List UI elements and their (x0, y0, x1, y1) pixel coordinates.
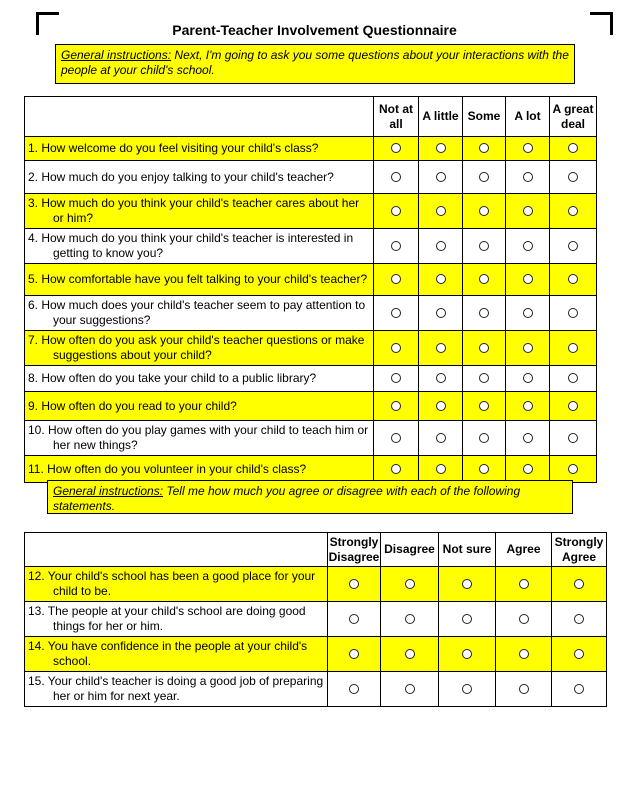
answer-radio[interactable] (519, 614, 529, 624)
answer-cell (374, 296, 419, 331)
answer-radio[interactable] (523, 206, 533, 216)
answer-cell (506, 161, 550, 194)
question-row (25, 602, 607, 637)
question-label: 14. You have confidence in the people at your child's school. (28, 639, 308, 668)
answer-radio[interactable] (391, 343, 401, 353)
answer-cell (506, 456, 550, 483)
answer-cell (506, 194, 550, 229)
answer-cell (419, 229, 463, 264)
instructions-box-2 (47, 480, 573, 514)
answer-cell (506, 392, 550, 421)
instructions-text: Tell me how much you agree or disagree with each of the following statements. (53, 484, 521, 513)
answer-cell (328, 567, 381, 602)
answer-cell (439, 567, 496, 602)
question-text (25, 637, 328, 672)
answer-cell (328, 637, 381, 672)
answer-radio[interactable] (568, 343, 578, 353)
answer-cell (550, 366, 597, 392)
answer-radio[interactable] (519, 649, 529, 659)
answer-cell (550, 331, 597, 366)
instructions-text: Next, I'm going to ask you some questions about your interactions with the people at your child's school. (61, 48, 569, 77)
answer-radio[interactable] (574, 649, 584, 659)
answer-radio[interactable] (436, 373, 446, 383)
answer-radio[interactable] (523, 172, 533, 182)
answer-radio[interactable] (479, 241, 489, 251)
answer-cell (550, 229, 597, 264)
question-row (25, 567, 607, 602)
answer-radio[interactable] (349, 579, 359, 589)
answer-radio[interactable] (349, 649, 359, 659)
answer-cell (463, 331, 506, 366)
question-text (25, 296, 374, 331)
answer-radio[interactable] (479, 206, 489, 216)
answer-cell (550, 456, 597, 483)
answer-radio[interactable] (436, 401, 446, 411)
answer-cell (328, 602, 381, 637)
answer-radio[interactable] (405, 649, 415, 659)
col-header: Not sure (439, 533, 496, 567)
answer-radio[interactable] (568, 433, 578, 443)
question-row (25, 456, 597, 483)
question-label: 3. How much do you think your child's teacher cares about her or him? (28, 196, 360, 225)
question-row (25, 421, 597, 456)
answer-cell (374, 161, 419, 194)
answer-radio[interactable] (568, 401, 578, 411)
answer-cell (463, 229, 506, 264)
answer-cell (463, 264, 506, 296)
answer-radio[interactable] (574, 684, 584, 694)
col-header: A lot (506, 97, 550, 137)
question-text (25, 331, 374, 366)
answer-cell (463, 366, 506, 392)
answer-cell (374, 194, 419, 229)
answer-cell (419, 161, 463, 194)
answer-radio[interactable] (391, 206, 401, 216)
answer-radio[interactable] (568, 373, 578, 383)
question-row (25, 366, 597, 392)
question-row (25, 672, 607, 707)
answer-cell (550, 194, 597, 229)
answer-cell (463, 456, 506, 483)
answer-cell (550, 137, 597, 161)
answer-cell (374, 456, 419, 483)
answer-radio[interactable] (391, 464, 401, 474)
answer-cell (463, 296, 506, 331)
instructions-box-1 (55, 44, 575, 84)
answer-cell (496, 567, 552, 602)
answer-cell (374, 331, 419, 366)
answer-cell (419, 331, 463, 366)
answer-radio[interactable] (391, 274, 401, 284)
answer-radio[interactable] (479, 343, 489, 353)
question-text (25, 567, 328, 602)
answer-radio[interactable] (349, 684, 359, 694)
answer-radio[interactable] (523, 274, 533, 284)
question-row (25, 296, 597, 331)
answer-cell (550, 264, 597, 296)
answer-radio[interactable] (523, 143, 533, 153)
col-header: Some (463, 97, 506, 137)
answer-cell (419, 137, 463, 161)
answer-radio[interactable] (391, 401, 401, 411)
answer-cell (496, 602, 552, 637)
instructions-label: General instructions: (53, 484, 164, 498)
question-label: 12. Your child's school has been a good place for your child to be. (28, 569, 316, 598)
question-row (25, 637, 607, 672)
answer-radio[interactable] (391, 172, 401, 182)
answer-radio[interactable] (479, 401, 489, 411)
answer-cell (439, 672, 496, 707)
answer-cell (419, 456, 463, 483)
question-label: 11. How often do you volunteer in your child's class? (28, 461, 307, 476)
question-row (25, 194, 597, 229)
questionnaire-table-1 (24, 96, 597, 483)
answer-radio[interactable] (568, 241, 578, 251)
question-text (25, 602, 328, 637)
answer-cell (552, 567, 607, 602)
answer-cell (374, 264, 419, 296)
header-blank (25, 97, 374, 137)
answer-radio[interactable] (519, 579, 529, 589)
answer-radio[interactable] (436, 464, 446, 474)
page-title: Parent-Teacher Involvement Questionnaire (172, 22, 457, 38)
answer-cell (381, 602, 439, 637)
answer-radio[interactable] (436, 241, 446, 251)
answer-radio[interactable] (479, 433, 489, 443)
answer-radio[interactable] (479, 172, 489, 182)
answer-cell (419, 264, 463, 296)
answer-cell (463, 137, 506, 161)
answer-cell (381, 637, 439, 672)
question-row (25, 264, 597, 296)
answer-radio[interactable] (405, 614, 415, 624)
instructions-label: General instructions: (61, 48, 172, 62)
question-text (25, 392, 374, 421)
question-row (25, 161, 597, 194)
answer-radio[interactable] (568, 172, 578, 182)
col-header: Strongly Agree (552, 533, 607, 567)
answer-cell (419, 366, 463, 392)
col-header: Strongly Disagree (328, 533, 381, 567)
answer-cell (506, 229, 550, 264)
answer-radio[interactable] (391, 373, 401, 383)
answer-radio[interactable] (436, 343, 446, 353)
answer-cell (550, 421, 597, 456)
question-text (25, 264, 374, 296)
answer-cell (374, 392, 419, 421)
answer-radio[interactable] (568, 464, 578, 474)
question-text (25, 194, 374, 229)
answer-cell (506, 296, 550, 331)
question-label: 4. How much do you think your child's teacher is interested in getting to know you? (28, 231, 354, 260)
answer-cell (439, 637, 496, 672)
question-row (25, 331, 597, 366)
questionnaire-table-2 (24, 532, 607, 707)
answer-cell (463, 194, 506, 229)
answer-radio[interactable] (436, 274, 446, 284)
question-label: 1. How welcome do you feel visiting your child's class? (28, 141, 319, 155)
question-text (25, 161, 374, 194)
answer-radio[interactable] (436, 172, 446, 182)
col-header: Not at all (374, 97, 419, 137)
answer-cell (506, 421, 550, 456)
answer-radio[interactable] (523, 464, 533, 474)
answer-cell (506, 264, 550, 296)
answer-radio[interactable] (523, 401, 533, 411)
answer-cell (506, 366, 550, 392)
question-label: 10. How often do you play games with your child to teach him or her new things? (28, 423, 369, 452)
answer-radio[interactable] (405, 684, 415, 694)
answer-cell (374, 366, 419, 392)
question-label: 2. How much do you enjoy talking to your child's teacher? (28, 169, 334, 184)
answer-radio[interactable] (436, 143, 446, 153)
answer-radio[interactable] (462, 614, 472, 624)
answer-radio[interactable] (479, 373, 489, 383)
answer-cell (463, 421, 506, 456)
answer-cell (550, 161, 597, 194)
answer-radio[interactable] (479, 143, 489, 153)
col-header: A great deal (550, 97, 597, 137)
answer-radio[interactable] (436, 206, 446, 216)
answer-radio[interactable] (523, 308, 533, 318)
question-text (25, 137, 374, 161)
answer-radio[interactable] (574, 579, 584, 589)
answer-radio[interactable] (568, 274, 578, 284)
answer-radio[interactable] (391, 433, 401, 443)
answer-radio[interactable] (391, 143, 401, 153)
question-text (25, 229, 374, 264)
answer-cell (463, 161, 506, 194)
answer-cell (381, 672, 439, 707)
answer-radio[interactable] (436, 308, 446, 318)
header-blank (25, 533, 328, 567)
answer-cell (496, 672, 552, 707)
answer-cell (374, 421, 419, 456)
answer-radio[interactable] (405, 579, 415, 589)
answer-radio[interactable] (574, 614, 584, 624)
question-text (25, 421, 374, 456)
question-text (25, 456, 374, 483)
answer-radio[interactable] (523, 343, 533, 353)
answer-radio[interactable] (436, 433, 446, 443)
answer-cell (463, 392, 506, 421)
answer-cell (381, 567, 439, 602)
answer-radio[interactable] (479, 308, 489, 318)
answer-cell (552, 637, 607, 672)
answer-cell (439, 602, 496, 637)
question-label: 7. How often do you ask your child's teacher questions or make suggestions about your child? (28, 333, 365, 362)
answer-radio[interactable] (568, 143, 578, 153)
answer-radio[interactable] (462, 649, 472, 659)
answer-cell (374, 137, 419, 161)
answer-radio[interactable] (349, 614, 359, 624)
answer-radio[interactable] (462, 684, 472, 694)
question-label: 6. How much does your child's teacher seem to pay attention to your suggestions? (28, 298, 366, 327)
question-text (25, 366, 374, 392)
answer-cell (328, 672, 381, 707)
answer-radio[interactable] (523, 373, 533, 383)
answer-cell (419, 421, 463, 456)
col-header: Agree (496, 533, 552, 567)
question-label: 13. The people at your child's school are doing good things for her or him. (28, 604, 306, 633)
question-label: 9. How often do you read to your child? (28, 398, 237, 413)
answer-radio[interactable] (568, 308, 578, 318)
answer-cell (506, 331, 550, 366)
answer-cell (552, 672, 607, 707)
question-row (25, 229, 597, 264)
answer-radio[interactable] (479, 464, 489, 474)
question-label: 8. How often do you take your child to a public library? (28, 371, 317, 385)
answer-radio[interactable] (462, 579, 472, 589)
question-row (25, 137, 597, 161)
question-label: 5. How comfortable have you felt talking to your child's teacher? (28, 272, 368, 286)
question-label: 15. Your child's teacher is doing a good job of preparing her or him for next year. (28, 674, 324, 703)
answer-cell (419, 296, 463, 331)
answer-radio[interactable] (523, 241, 533, 251)
answer-cell (496, 637, 552, 672)
answer-radio[interactable] (391, 308, 401, 318)
answer-cell (419, 194, 463, 229)
answer-radio[interactable] (519, 684, 529, 694)
answer-cell (419, 392, 463, 421)
answer-cell (552, 602, 607, 637)
answer-cell (506, 137, 550, 161)
answer-cell (550, 392, 597, 421)
col-header: Disagree (381, 533, 439, 567)
answer-radio[interactable] (479, 274, 489, 284)
question-row (25, 392, 597, 421)
answer-radio[interactable] (391, 241, 401, 251)
answer-cell (550, 296, 597, 331)
col-header: A little (419, 97, 463, 137)
answer-radio[interactable] (523, 433, 533, 443)
answer-cell (374, 229, 419, 264)
answer-radio[interactable] (568, 206, 578, 216)
question-text (25, 672, 328, 707)
